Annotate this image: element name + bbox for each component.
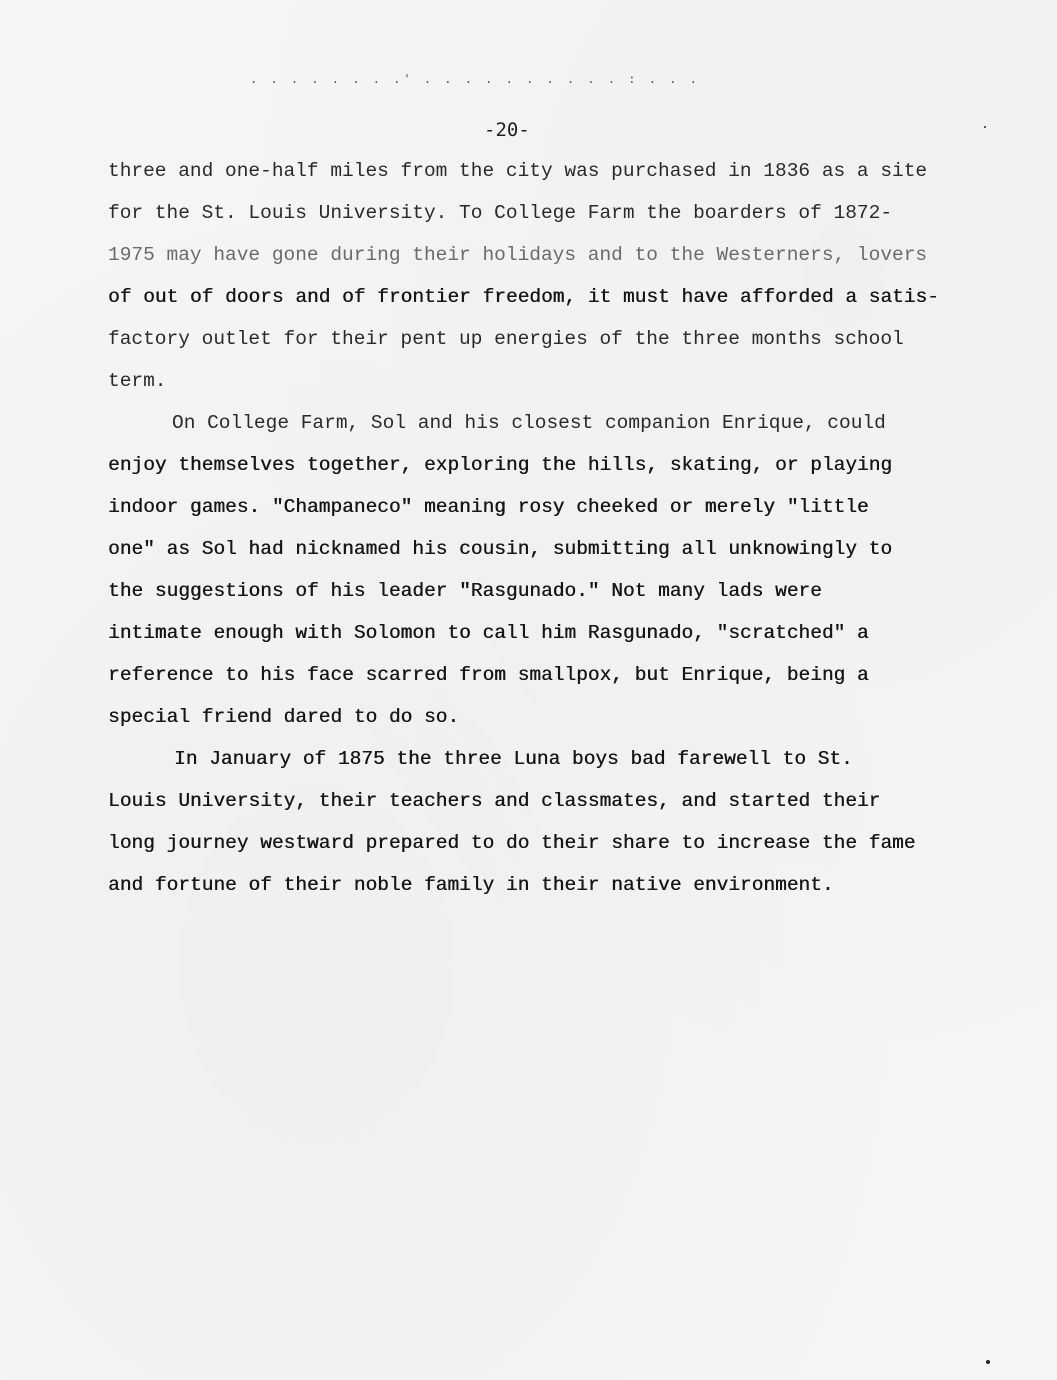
ink-speck [986,1360,990,1364]
text-line-3: 1975 may have gone during their holidays and to the Westerners, lovers [108,244,928,266]
text-line-7: On College Farm, Sol and his closest companion Enrique, could [172,412,886,434]
text-line-1: three and one-half miles from the city was purchased in 1836 as a site [108,160,928,182]
text-line-16: Louis University, their teachers and classmates, and started their [108,790,881,812]
text-line-4: of out of doors and of frontier freedom, it must have afforded a satis- [108,286,939,308]
text-line-14: special friend dared to do so. [108,706,460,728]
text-line-13: reference to his face scarred from smallpox, but Enrique, being a [108,664,869,686]
text-line-15: In January of 1875 the three Luna boys bad farewell to St. [174,748,853,770]
text-line-11: the suggestions of his leader "Rasgunado." Not many lads were [108,580,822,602]
text-line-18: and fortune of their noble family in their native environment. [108,874,834,896]
text-line-6: term. [108,370,167,392]
text-line-12: intimate enough with Solomon to call him Rasgunado, "scratched" a [108,622,869,644]
text-line-10: one" as Sol had nicknamed his cousin, submitting all unknowingly to [108,538,893,560]
text-line-17: long journey westward prepared to do their share to increase the fame [108,832,916,854]
text-line-2: for the St. Louis University. To College Farm the boarders of 1872- [108,202,893,224]
text-line-9: indoor games. "Champaneco" meaning rosy cheeked or merely "little [108,496,869,518]
header-specks: . . . . . . . .' . . . . . . . . . . : . . . [250,72,700,86]
text-line-8: enjoy themselves together, exploring the hills, skating, or playing [108,454,893,476]
ink-speck [984,126,986,128]
text-line-5: factory outlet for their pent up energies of the three months school [108,328,904,350]
page-number: -20- [484,119,530,141]
